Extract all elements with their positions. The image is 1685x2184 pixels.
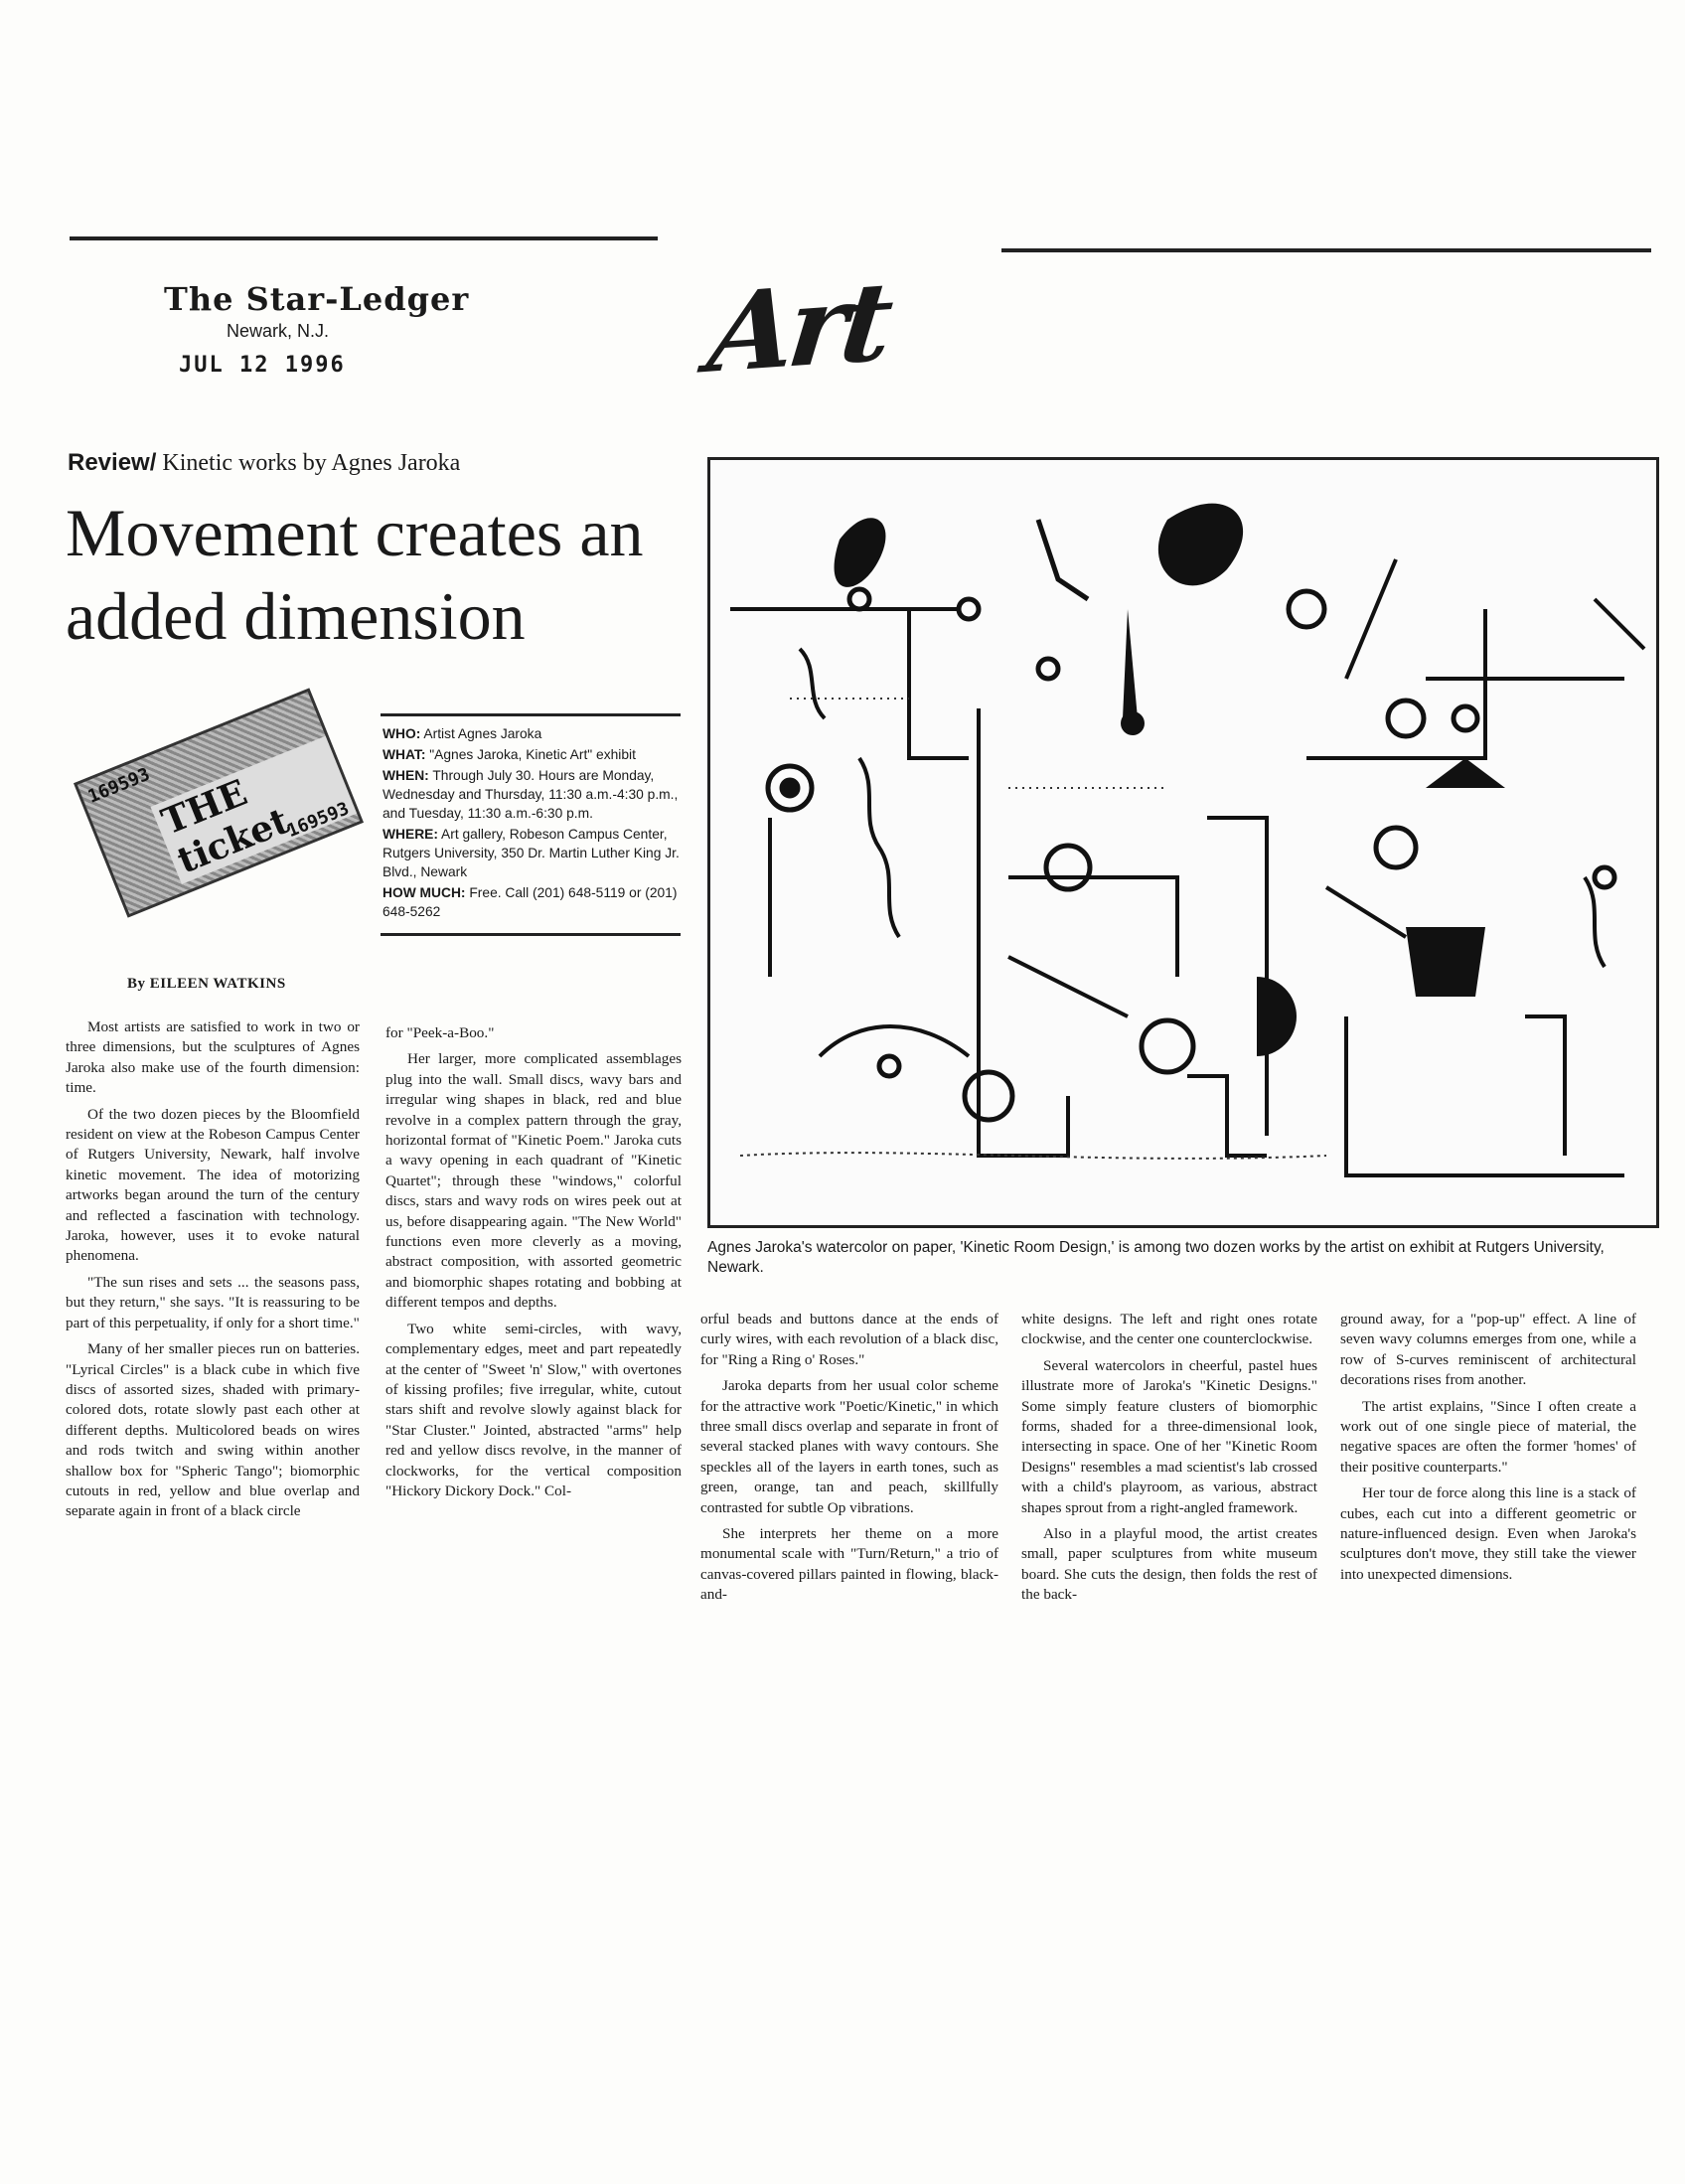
ticket-number-bottom: 169593 (284, 798, 353, 843)
top-rule-left (70, 236, 658, 240)
masthead-title: The Star-Ledger (164, 280, 470, 318)
paragraph: Her larger, more complicated assemblages plug into the wall. Small discs, wavy bars and irregular wing shapes in black, red and blue revolve in a complex pattern through the gray, horizontal format of "Kinetic Poem." Jaroka cuts a wavy opening in each quadrant of "Kinetic Quartet"; through these "windows," colorful discs, stars and wavy rods on wires peek out at us, before disappearing again. "The New World" functions even more cleverly as a moving, abstract composition, with assorted geometric and biomorphic shapes rotating and bobbing at different tempos and depths. (385, 1050, 682, 1312)
top-rule-right (1001, 248, 1651, 252)
paragraph: Also in a playful mood, the artist creates small, paper sculptures from white museum board. She cuts the design, then folds the rest of the back- (1021, 1525, 1317, 1604)
what-label: WHAT: (383, 747, 426, 762)
kinetic-room-design-artwork (707, 457, 1659, 1228)
paragraph: She interprets her theme on a more monumental scale with "Turn/Return," a trio of canvas-covered pillars painted in flowing, black-and- (700, 1525, 998, 1604)
section-title: Art (702, 257, 893, 397)
date-stamp: JUL 12 1996 (179, 353, 346, 378)
where-value: Art gallery, Robeson Campus Center, Rutgers University, 350 Dr. Martin Luther King Jr. Blvd., Newark (383, 827, 680, 879)
article-column-2 (385, 1023, 682, 1507)
howmuch-value: Free. Call (201) 648-5119 or (201) 648-5262 (383, 885, 678, 919)
kicker-text: Kinetic works by Agnes Jaroka (162, 450, 461, 476)
paragraph: white designs. The left and right ones rotate clockwise, and the center one counterclockwise. (1021, 1311, 1317, 1348)
paragraph: ground away, for a "pop-up" effect. A line of seven wavy columns emerges from one, while a row of S-curves reminiscent of architectural decorations rises from another. (1340, 1311, 1636, 1389)
article-column-4 (1021, 1310, 1317, 1612)
paragraph: Jaroka departs from her usual color scheme for the attractive work "Poetic/Kinetic," in which three small discs overlap and separate in front of several stacked planes with wavy contours. She speckles all of the layers in earth tones, such as green, orange, tan and peach, skillfully contrasted for subtle Op vibrations. (700, 1377, 998, 1516)
kicker (68, 449, 460, 477)
kicker-label: Review/ (68, 449, 157, 476)
what-value: "Agnes Jaroka, Kinetic Art" exhibit (429, 747, 636, 762)
photo-caption: Agnes Jaroka's watercolor on paper, 'Kinetic Room Design,' is among two dozen works by the artist on exhibit at Rutgers University, Newark. (707, 1239, 1605, 1276)
paragraph: Most artists are satisfied to work in two or three dimensions, but the sculptures of Agnes Jaroka also make use of the fourth dimension: time. (66, 1018, 360, 1097)
paragraph: Several watercolors in cheerful, pastel hues illustrate more of Jaroka's "Kinetic Designs." Some simply feature clusters of biomorphic forms, shaded for a three-dimensional look, intersecting in space. One of her "Kinetic Room Designs" resembles a mad scientist's lab crossed with a child's playroom, as various, abstract shapes sprout from a right-angled framework. (1021, 1356, 1317, 1516)
paragraph: "The sun rises and sets ... the seasons pass, but they return," she says. "It is reassuring to be part of this perpetuality, if only for a short time." (66, 1273, 360, 1331)
who-value: Artist Agnes Jaroka (423, 726, 542, 741)
where-label: WHERE: (383, 827, 438, 842)
masthead-location: Newark, N.J. (227, 321, 330, 341)
paragraph: Of the two dozen pieces by the Bloomfield resident on view at the Robeson Campus Center of Rutgers University, Newark, half involve kinetic movement. The idea of motorizing artworks began around the turn of the century and reflected a fascination with technology. Jaroka, however, uses it to evoke natural phenomena. (66, 1105, 360, 1265)
article-column-5 (1340, 1310, 1636, 1591)
article-column-3 (700, 1310, 998, 1612)
paragraph: Her tour de force along this line is a stack of cubes, each cut into a different geometric or nature-influenced design. Even when Jaroka's sculptures don't move, they still take the viewer into unexpected dimensions. (1340, 1484, 1636, 1583)
ticket-text: THE ticket (150, 736, 357, 884)
paragraph: Many of her smaller pieces run on batteries. "Lyrical Circles" is a black cube in which five discs of assorted sizes, shaded with primary-colored dots, rotate slowly past each other at different depths. Multicolored beads on wires and rods twitch and swing within another shallow box for "Spheric Tango"; biomorphic cutouts in red, yellow and blue overlap and separate again in front of a black circle (66, 1340, 360, 1520)
paragraph: orful beads and buttons dance at the ends of curly wires, with each revolution of a black disc, for "Ring a Ring o' Roses." (700, 1311, 998, 1368)
who-label: WHO: (383, 726, 421, 741)
when-value: Through July 30. Hours are Monday, Wednesday and Thursday, 11:30 a.m.-4:30 p.m., and Tuesday, 11:30 a.m.-6:30 p.m. (383, 768, 679, 821)
when-label: WHEN: (383, 768, 429, 783)
artwork-illustration (710, 460, 1656, 1225)
headline: Movement creates an added dimension (66, 495, 644, 654)
howmuch-label: HOW MUCH: (383, 885, 466, 900)
paragraph: Two white semi-circles, with wavy, complementary edges, meet and part repeatedly at the center of "Sweet 'n' Slow," with overtones of kissing profiles; five irregular, white, cutout stars shift and revolve slowly against black for "Star Cluster." Jointed, abstracted "arms" help red and yellow discs revolve, in the manner of clockworks, for the vertical composition "Hickory Dickory Dock." Col- (385, 1320, 682, 1499)
byline: By EILEEN WATKINS (127, 976, 286, 992)
paragraph: The artist explains, "Since I often create a work out of one single piece of material, the negative spaces are often the former 'homes' of their positive counterparts." (1340, 1397, 1636, 1476)
info-box (381, 713, 681, 936)
article-column-1 (66, 1017, 360, 1528)
ticket-number-top: 169593 (84, 763, 153, 808)
ticket-logo (74, 688, 364, 917)
paragraph: for "Peek-a-Boo." (385, 1024, 495, 1041)
